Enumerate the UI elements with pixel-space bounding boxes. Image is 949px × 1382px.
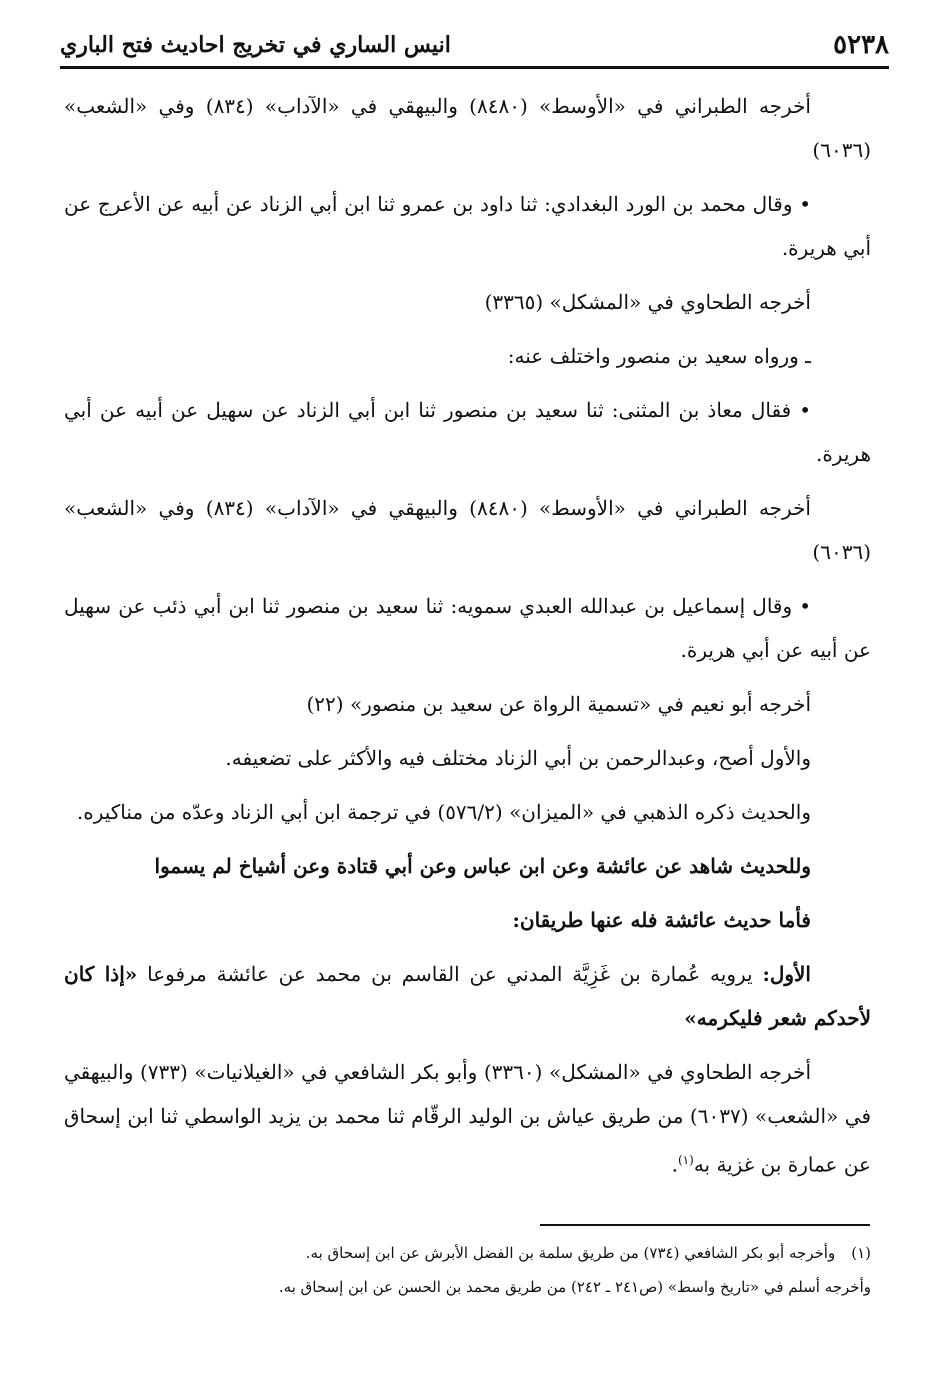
- page-header: [60, 20, 889, 69]
- paragraph-saeed-ikhtilaf: ـ ورواه سعيد بن منصور واختلف عنه:: [507, 344, 811, 368]
- paragraph-takhrij-2: أخرجه الطبراني في «الأوسط» (٨٤٨٠) والبيهقي في «الآداب» (٨٣٤) وفي «الشعب» (٦٠٣٦): [64, 496, 871, 564]
- paragraph-takhrij-tahawi: أخرجه الطحاوي في «المشكل» (٣٣٦٥): [484, 290, 811, 314]
- paragraph-takhrij-final: [64, 1050, 871, 1187]
- footnote-item: [90, 1236, 871, 1270]
- page-body: [64, 84, 871, 1197]
- footnote-text: وأخرجه أبو بكر الشافعي (٧٣٤) من طريق سلمة بن الفضل الأبرش عن ابن إسحاق به.: [305, 1244, 836, 1262]
- paragraph-dhahabi: والحديث ذكره الذهبي في «الميزان» (٥٧٦/٢) في ترجمة ابن أبي الزناد وعدّه من مناكيره.: [76, 800, 811, 824]
- footnote-item: [90, 1270, 871, 1304]
- footnote-mark: (١): [851, 1244, 871, 1262]
- takhrij-final-text: أخرجه الطحاوي في «المشكل» (٣٣٦٠) وأبو بكر الشافعي في «الغيلانيات» (٧٣٣) والبيهقي في «الشعب» (٦٠٣٧) من طريق عياش بن الوليد الرقّام ثنا محمد بن يزيد الواسطي ثنا ابن إسحاق عن عمارة بن غزية به: [64, 1060, 872, 1177]
- paragraph-tarjih: والأول أصح، وعبدالرحمن بن أبي الزناد مختلف فيه والأكثر على تضعيفه.: [225, 746, 811, 770]
- heading-aisha: فأما حديث عائشة فله عنها طريقان:: [512, 908, 811, 932]
- first-path-lead: الأول:: [762, 962, 811, 986]
- paragraph-narration-samuyah: • وقال إسماعيل بن عبدالله العبدي سمويه: ثنا سعيد بن منصور ثنا ابن أبي ذئب عن سهيل عن أبيه عن أبي هريرة.: [64, 594, 871, 662]
- heading-shawahid: وللحديث شاهد عن عائشة وعن ابن عباس وعن أبي قتادة وعن أشياخ لم يسموا: [154, 854, 811, 878]
- first-path-text: يرويه عُمارة بن غَزِيَّة المدني عن القاسم بن محمد عن عائشة مرفوعا: [137, 962, 763, 986]
- page-number: ٥٢٣٨: [833, 30, 889, 60]
- paragraph-narration-ibn-al-ward: • وقال محمد بن الورد البغدادي: ثنا داود بن عمرو ثنا ابن أبي الزناد عن أبيه عن الأعرج عن أبي هريرة.: [64, 192, 871, 260]
- paragraph-first-path: [64, 952, 871, 1040]
- takhrij-final-end: .: [671, 1152, 678, 1177]
- footnote-text: وأخرجه أسلم في «تاريخ واسط» (ص٢٤١ ـ ٢٤٢) من طريق محمد بن الحسن عن ابن إسحاق به.: [278, 1278, 871, 1296]
- footnotes: [90, 1236, 871, 1304]
- running-title: انيس الساري في تخريج احاديث فتح الباري: [60, 32, 451, 58]
- paragraph-takhrij-1: أخرجه الطبراني في «الأوسط» (٨٤٨٠) والبيهقي في «الآداب» (٨٣٤) وفي «الشعب» (٦٠٣٦): [64, 94, 871, 162]
- first-path-hadith-quote: «إذا كان لأحدكم شعر فليكرمه»: [64, 962, 871, 1030]
- footnote-separator: [540, 1224, 870, 1226]
- paragraph-takhrij-abu-nuaym: أخرجه أبو نعيم في «تسمية الرواة عن سعيد بن منصور» (٢٢): [306, 692, 811, 716]
- footnote-ref: (١): [677, 1153, 694, 1167]
- paragraph-narration-muadh: • فقال معاذ بن المثنى: ثنا سعيد بن منصور ثنا ابن أبي الزناد عن سهيل عن أبيه عن أبي هريرة.: [64, 398, 871, 466]
